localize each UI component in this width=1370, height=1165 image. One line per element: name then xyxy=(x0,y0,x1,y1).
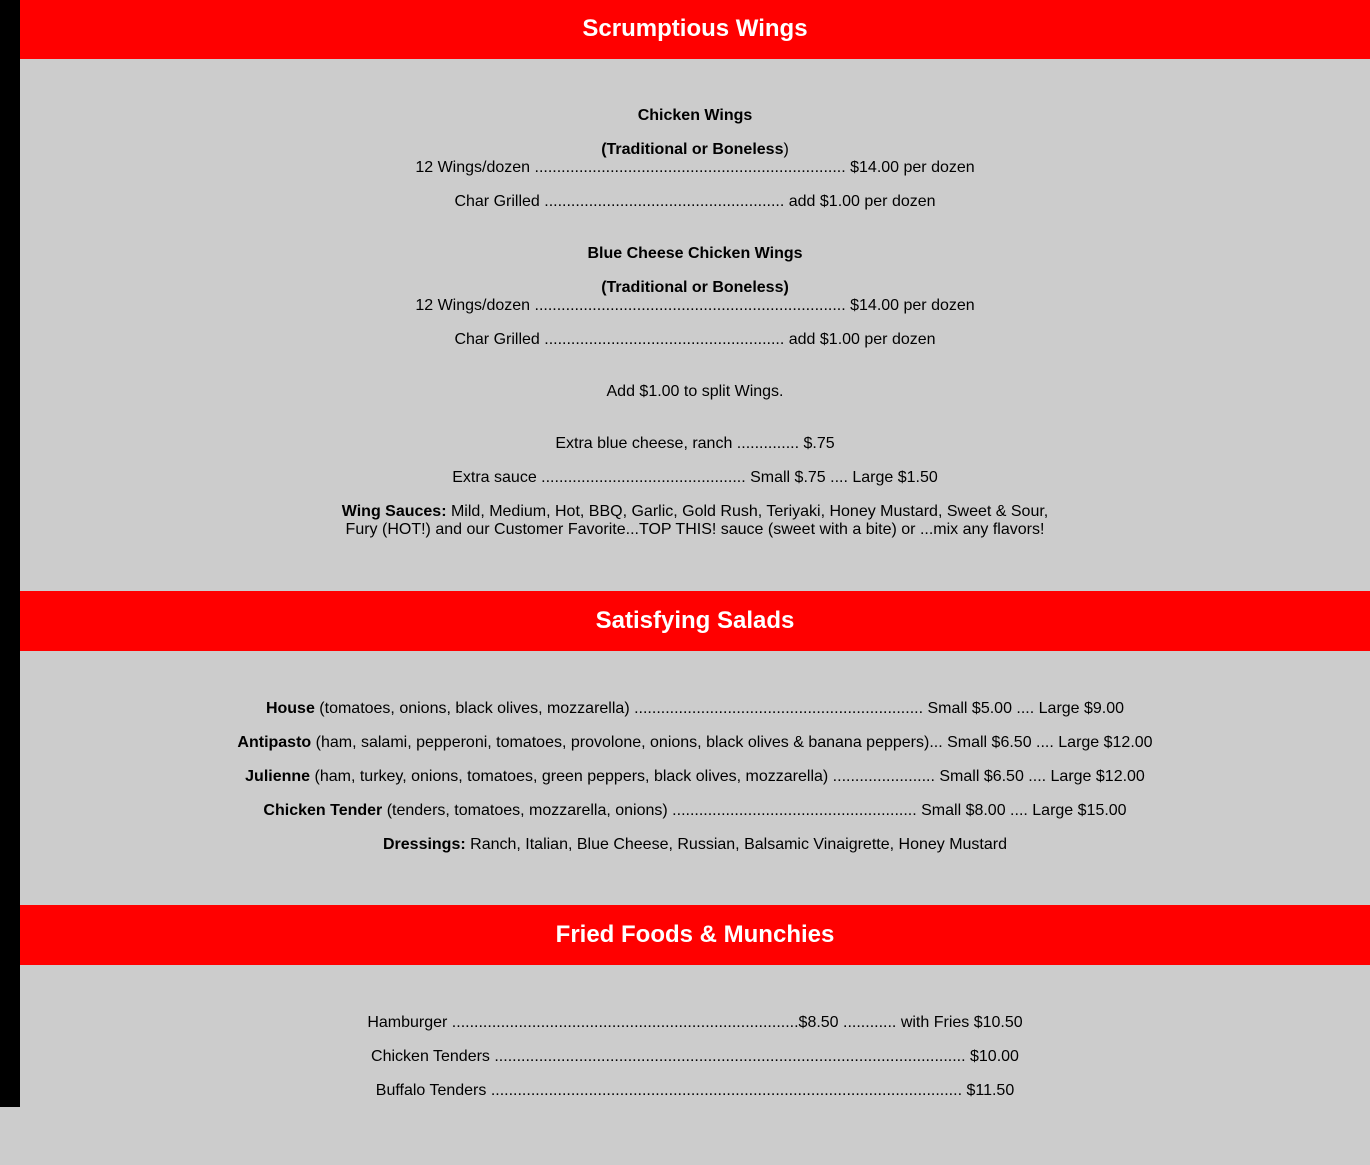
salad-dressings-label: Dressings: xyxy=(382,836,466,853)
salad-item-desc: (ham, turkey, onions, tomatoes, green peppers, black olives, mozzarella) ....................... Small $6.50 .... Large $12.00 xyxy=(310,768,1145,785)
salads-heading-text: Satisfying Salads xyxy=(595,607,795,634)
salad-item-desc: (tomatoes, onions, black olives, mozzarella) ................................................................. Small $5.00 .... Large $9.00 xyxy=(314,700,1125,717)
extra-bluecheese-line: Extra blue cheese, ranch .............. $.75 xyxy=(555,435,835,452)
salad-dressings xyxy=(20,836,1370,854)
fried-heading-text: Fried Foods & Munchies xyxy=(555,921,835,948)
wings-section xyxy=(20,59,1370,591)
chicken-wings-dozen: 12 Wings/dozen ...................................................................... $14.00 per dozen xyxy=(415,159,975,176)
wing-sauces-line xyxy=(20,503,1370,521)
fried-item: Chicken Tenders .......................................................................................................... $10.00 xyxy=(371,1048,1019,1065)
chicken-wings-chargrilled: Char Grilled ...................................................... add $1.00 per dozen xyxy=(454,193,936,210)
salad-item xyxy=(20,802,1370,820)
salad-item-desc: (tenders, tomatoes, mozzarella, onions) ....................................................... Small $8.00 .... Large $15.00 xyxy=(382,802,1127,819)
wing-sauces-label: Wing Sauces: xyxy=(341,503,447,520)
wing-sauces-text: Mild, Medium, Hot, BBQ, Garlic, Gold Rush, Teriyaki, Honey Mustard, Sweet & Sour, xyxy=(446,503,1049,520)
fried-section xyxy=(20,965,1370,1165)
wings-heading xyxy=(20,0,1370,59)
wing-sauces-line-2: Fury (HOT!) and our Customer Favorite...TOP THIS! sauce (sweet with a bite) or ...mix any flavors! xyxy=(345,521,1045,538)
bluecheese-wings-title: Blue Cheese Chicken Wings xyxy=(587,245,803,262)
chicken-wings-subtitle-bold: (Traditional or Boneless xyxy=(601,141,784,158)
fried-item: Hamburger ..............................................................................$8.50 ............ with Fries $10.50 xyxy=(367,1014,1023,1031)
left-border xyxy=(0,0,20,1107)
salad-item xyxy=(20,734,1370,752)
fried-item: Buffalo Tenders .......................................................................................................... $11.50 xyxy=(375,1082,1015,1099)
salad-item-name: Chicken Tender xyxy=(263,802,383,819)
extra-sauce-line: Extra sauce .............................................. Small $.75 .... Large $1.50 xyxy=(452,469,938,486)
split-wings-note: Add $1.00 to split Wings. xyxy=(606,383,784,400)
salad-item xyxy=(20,768,1370,786)
salad-item-name: Julienne xyxy=(245,768,311,785)
salad-item-name: Antipasto xyxy=(237,734,312,751)
salad-item xyxy=(20,700,1370,718)
fried-heading xyxy=(20,905,1370,965)
bluecheese-wings-dozen: 12 Wings/dozen ...................................................................... $14.00 per dozen xyxy=(415,297,975,314)
chicken-wings-subtitle-paren: ) xyxy=(783,141,789,158)
menu-content xyxy=(20,0,1370,1165)
salad-item-name: House xyxy=(265,700,315,717)
salads-heading xyxy=(20,591,1370,651)
bluecheese-wings-subtitle: (Traditional or Boneless) xyxy=(601,279,789,296)
salads-section xyxy=(20,651,1370,905)
bluecheese-wings-chargrilled: Char Grilled ...................................................... add $1.00 per dozen xyxy=(454,331,936,348)
salad-item-desc: (ham, salami, pepperoni, tomatoes, provolone, onions, black olives & banana peppers)... Small $6.50 .... Large $12.00 xyxy=(311,734,1153,751)
chicken-wings-title: Chicken Wings xyxy=(637,107,753,124)
wings-heading-text: Scrumptious Wings xyxy=(582,15,808,42)
salad-dressings-text: Ranch, Italian, Blue Cheese, Russian, Balsamic Vinaigrette, Honey Mustard xyxy=(465,836,1007,853)
chicken-wings-subtitle xyxy=(20,141,1370,159)
